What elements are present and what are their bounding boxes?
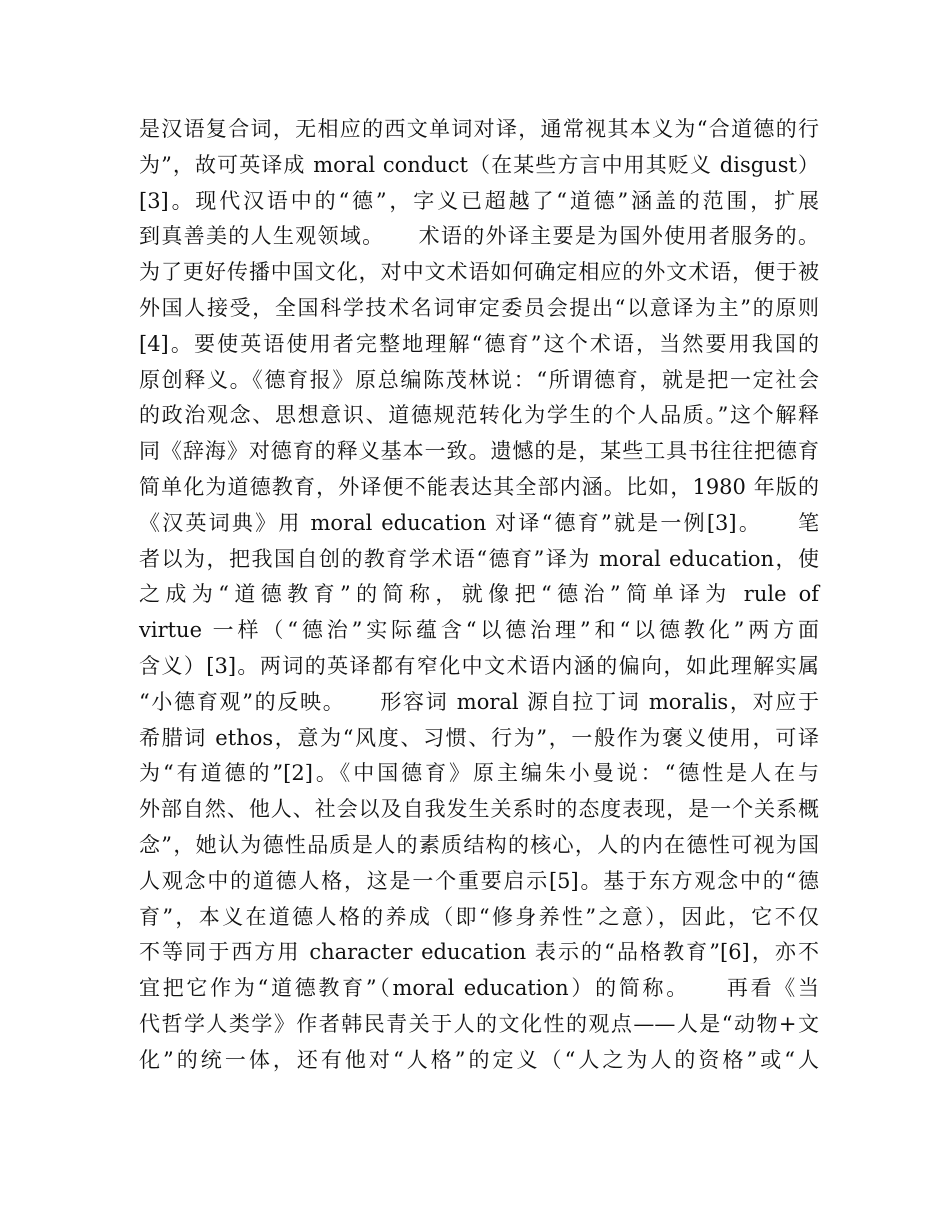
text-line-4: 到真善美的人生观领域。 术语的外译主要是为国外使用者服务的。 (139, 224, 819, 249)
text-line-24: 不等同于西方用 character education 表示的“品格教育”[6]，亦不 (139, 940, 819, 965)
text-line-5: 为了更好传播中国文化，对中文术语如何确定相应的外文术语，便于被 (139, 260, 819, 285)
text-line-21: 念”，她认为德性品质是人的素质结构的核心，人的内在德性可视为国 (139, 832, 819, 857)
body-text (139, 112, 819, 1079)
text-line-7: [4]。要使英语使用者完整地理解“德育”这个术语，当然要用我国的 (139, 331, 819, 356)
text-line-17: “小德育观”的反映。 形容词 moral 源自拉丁词 moralis，对应于 (139, 689, 819, 714)
text-line-23: 育”，本义在道德人格的养成（即“修身养性”之意），因此，它不仅 (139, 904, 819, 929)
text-line-18: 希腊词 ethos，意为“风度、习惯、行为”，一般作为褒义使用，可译 (139, 725, 819, 750)
text-line-20: 外部自然、他人、社会以及自我发生关系时的态度表现，是一个关系概 (139, 797, 819, 822)
text-line-15: virtue 一样（“德治”实际蕴含“以德治理”和“以德教化”两方面 (139, 618, 819, 643)
text-line-10: 同《辞海》对德育的释义基本一致。遗憾的是，某些工具书往往把德育 (139, 439, 819, 464)
text-line-22: 人观念中的道德人格，这是一个重要启示[5]。基于东方观念中的“德 (139, 868, 819, 893)
text-line-8: 原创释义。《德育报》原总编陈茂林说：“所谓德育，就是把一定社会 (139, 367, 819, 392)
text-line-25: 宜把它作为“道德教育”（moral education）的简称。 再看《当 (139, 976, 819, 1001)
text-line-11: 简单化为道德教育，外译便不能表达其全部内涵。比如，1980 年版的 (139, 474, 819, 499)
text-line-27: 化”的统一体，还有他对“人格”的定义（“人之为人的资格”或“人 (139, 1047, 819, 1072)
text-line-12: 《汉英词典》用 moral education 对译“德育”就是一例[3]。 笔 (139, 510, 819, 535)
text-line-3: [3]。现代汉语中的“德”，字义已超越了“道德”涵盖的范围，扩展 (139, 188, 819, 213)
text-line-14: 之成为“道德教育”的简称，就像把“德治”简单译为 rule of (139, 582, 819, 607)
text-line-13: 者以为，把我国自创的教育学术语“德育”译为 moral education，使 (139, 546, 819, 571)
text-line-2: 为”，故可英译成 moral conduct（在某些方言中用其贬义 disgust） (139, 152, 819, 177)
text-line-16: 含义）[3]。两词的英译都有窄化中文术语内涵的偏向，如此理解实属 (139, 653, 819, 678)
text-line-9: 的政治观念、思想意识、道德规范转化为学生的个人品质。”这个解释 (139, 403, 819, 428)
text-line-6: 外国人接受，全国科学技术名词审定委员会提出“以意译为主”的原则 (139, 295, 819, 320)
text-line-26: 代哲学人类学》作者韩民青关于人的文化性的观点——人是“动物+文 (139, 1011, 819, 1036)
text-line-1: 是汉语复合词，无相应的西文单词对译，通常视其本义为“合道德的行 (139, 117, 819, 141)
text-line-19: 为“有道德的”[2]。《中国德育》原主编朱小曼说：“德性是人在与 (139, 761, 819, 786)
